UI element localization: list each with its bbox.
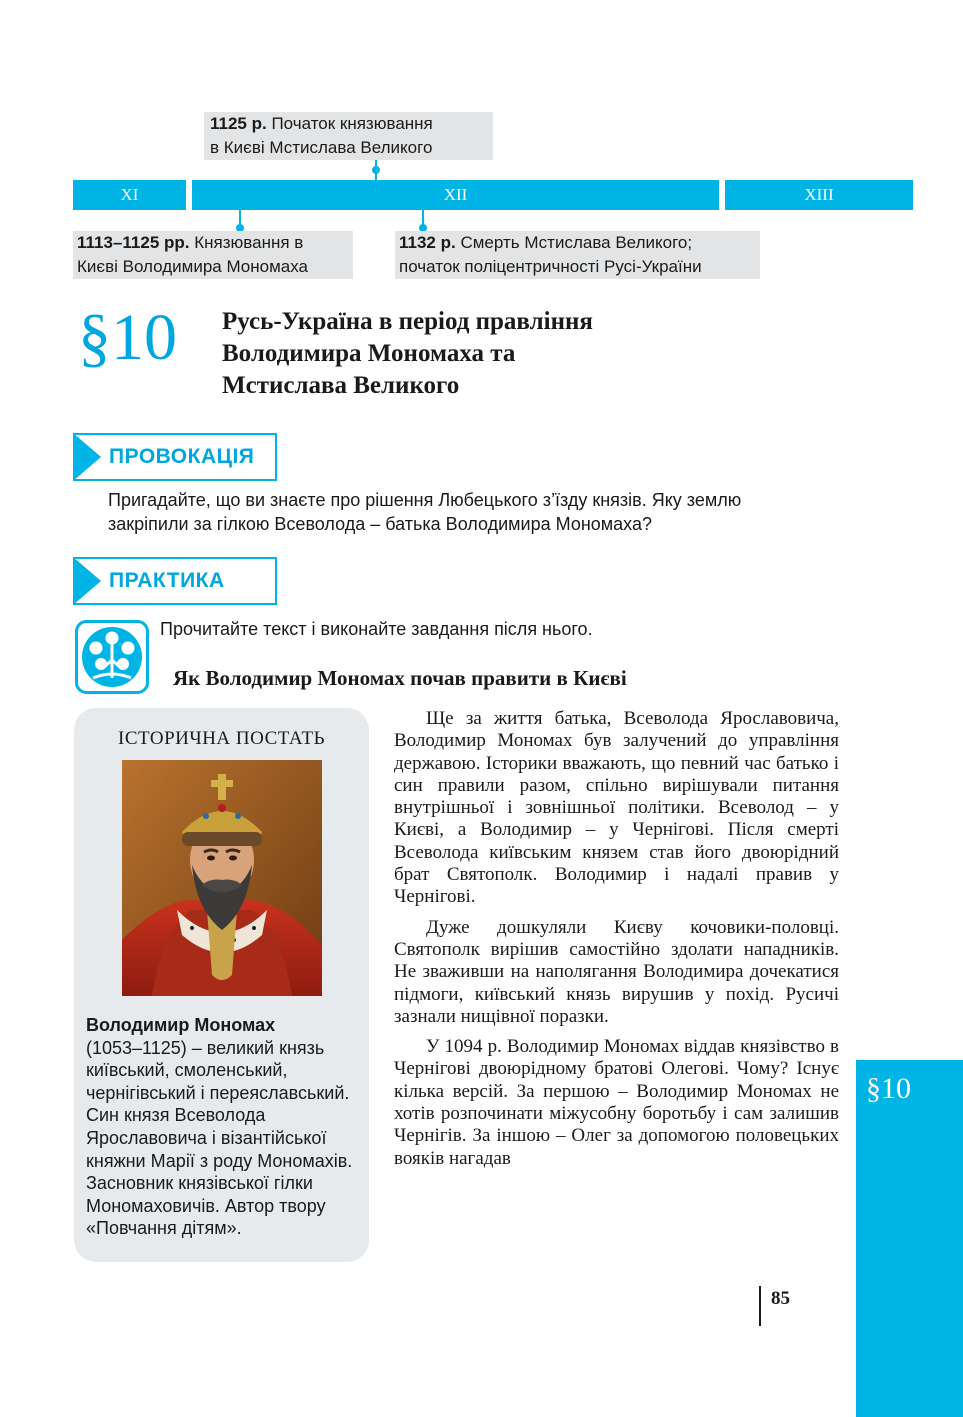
- side-tab-label: §10: [866, 1072, 911, 1105]
- event-text: Києві Володимира Мономаха: [77, 257, 309, 276]
- main-text: [394, 708, 839, 1178]
- paragraph: Ще за життя батька, Всеволода Ярославовича, Володимир Мономах був залучений до управління державою. Історики вважають, що певний час батько і син правили разом, спільно вирішували питання внутрішньої і зовнішньої політики. Всеволод – у Києві, а Володимир – у Чернігові. Після смерті Всеволода київським князем став його двоюрідний брат Святополк. Володимир і надалі правив у Чернігові.: [394, 708, 839, 908]
- side-tab: [856, 1060, 963, 1417]
- card-bio: [86, 1014, 362, 1240]
- section-subheading: Як Володимир Мономах почав правити в Києві: [173, 666, 627, 690]
- triangle-arrow-icon: [73, 433, 101, 481]
- provocation-label: [73, 433, 277, 481]
- timeline-event-1132: [395, 231, 760, 279]
- title-line: Мстислава Великого: [222, 372, 460, 399]
- provocation-text: [108, 488, 858, 536]
- paragraph: У 1094 р. Володимир Мономах віддав князівство в Чернігові двоюрідному братові Олегові. Чому? Існує кілька версій. За першою – Володимир Мономах не хотів розпочинати міжусобну боротьбу і сам залишив Чернігів. За іншою – Олег за допомогою половецьких вояків нагадав: [394, 1036, 839, 1169]
- century-xiii: XIII: [725, 180, 913, 210]
- event-text: Початок князювання: [271, 114, 433, 133]
- figure-bio: (1053–1125) – великий князь київський, смоленський, чернігівський і переяславський. Син князя Всеволода Ярославовича і візантійської княжни Марії з роду Мономахів. Засновник князівської гілки Мономаховичів. Автор твору «Повчання дітям».: [86, 1037, 353, 1239]
- event-date: 1113–1125 рр.: [77, 233, 190, 252]
- timeline-event-1125: [204, 112, 493, 160]
- section-label: ПРАКТИКА: [109, 569, 225, 592]
- timeline-event-1113: [73, 231, 353, 279]
- title-line: Володимира Мономаха та: [222, 340, 516, 367]
- paragraph: Дуже дошкуляли Києву кочовики-половці. Святополк вирішив самостійно здолати нападників. Не зваживши на наполягання Володимира дочекатися підмоги, київський князь вирушив у похід. Русичі зазнали нищівної поразки.: [394, 916, 839, 1027]
- paragraph-number: §10: [78, 301, 177, 374]
- event-date: 1125 р.: [210, 114, 267, 133]
- practice-instruction: Прочитайте текст і виконайте завдання після нього.: [160, 619, 593, 639]
- historical-figure-card: [74, 708, 369, 1262]
- title-line: Русь-Україна в період правління: [222, 308, 593, 335]
- text-line: Пригадайте, що ви знаєте про рішення Любецького з’їзду князів. Яку землю: [108, 490, 742, 510]
- event-text: Князювання в: [194, 233, 304, 252]
- text-line: закріпили за гілкою Всеволода – батька Володимира Мономаха?: [108, 514, 652, 534]
- timeline-tick-dot: [372, 166, 380, 174]
- event-text: Смерть Мстислава Великого;: [460, 233, 693, 252]
- card-title: ІСТОРИЧНА ПОСТАТЬ: [118, 728, 325, 749]
- century-xi: XI: [73, 180, 186, 210]
- figure-name: Володимир Мономах: [86, 1015, 276, 1035]
- reading-task-icon: [75, 620, 149, 694]
- section-label: ПРОВОКАЦІЯ: [109, 445, 255, 468]
- page-title: [222, 306, 782, 402]
- portrait-image: [122, 760, 322, 996]
- practice-label: [73, 557, 277, 605]
- triangle-arrow-icon: [73, 557, 101, 605]
- event-text: початок поліцентричності Русі-України: [399, 257, 702, 276]
- event-text: в Києві Мстислава Великого: [210, 138, 433, 157]
- page-number-divider: [759, 1286, 761, 1326]
- event-date: 1132 р.: [399, 233, 456, 252]
- page-number: 85: [771, 1288, 790, 1309]
- century-xii: XII: [192, 180, 719, 210]
